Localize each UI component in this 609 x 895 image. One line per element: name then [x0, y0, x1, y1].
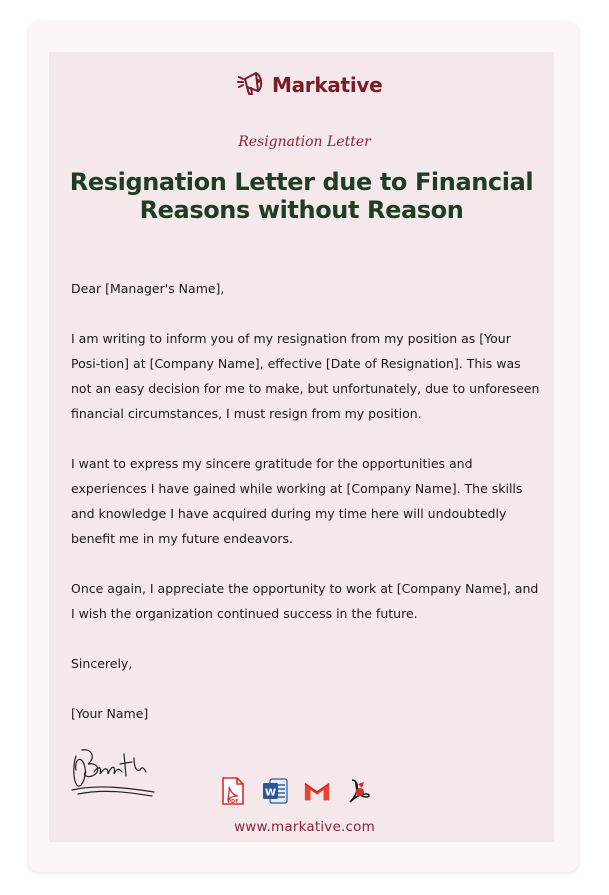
word-badge: W	[264, 787, 277, 799]
paragraph: I want to express my sincere gratitude for the opportunities and experiences I have gained while working at [Company Name]. The skills and knowledge I have acquired during my time here will undoubtedly benefit me in my future endeavors.	[71, 456, 523, 546]
letter-title: Resignation Letter due to Financial Reasons without Reason	[69, 168, 534, 224]
megaphone-icon	[236, 67, 270, 104]
pdf-icon[interactable]	[219, 776, 247, 806]
brand-logo[interactable]	[236, 68, 382, 102]
acrobat-icon[interactable]	[345, 776, 373, 806]
footer-url[interactable]: www.markative.com	[234, 819, 375, 835]
sender-name: [Your Name]	[71, 706, 149, 721]
closing: Sincerely,	[71, 656, 133, 671]
letter-body	[71, 276, 541, 751]
pdf-badge: PDF	[227, 799, 239, 805]
greeting: Dear [Manager's Name],	[71, 281, 225, 296]
word-icon[interactable]	[261, 776, 289, 806]
letter-subtitle: Resignation Letter	[238, 134, 371, 150]
share-icons	[219, 776, 387, 806]
paragraph: I am writing to inform you of my resignation from my position as [Your Posi-tion] at [Company Name], effective [Date of Resignation]. This was not an easy decision for me to make, but unfortunately, due to unforeseen financial circumstances, I must resign from my position.	[71, 331, 540, 421]
paragraph: Once again, I appreciate the opportunity to work at [Company Name], and I wish the organization continued success in the future.	[71, 581, 539, 621]
brand-name: Markative	[272, 73, 383, 97]
gmail-icon[interactable]	[303, 776, 331, 806]
signature	[68, 744, 158, 798]
